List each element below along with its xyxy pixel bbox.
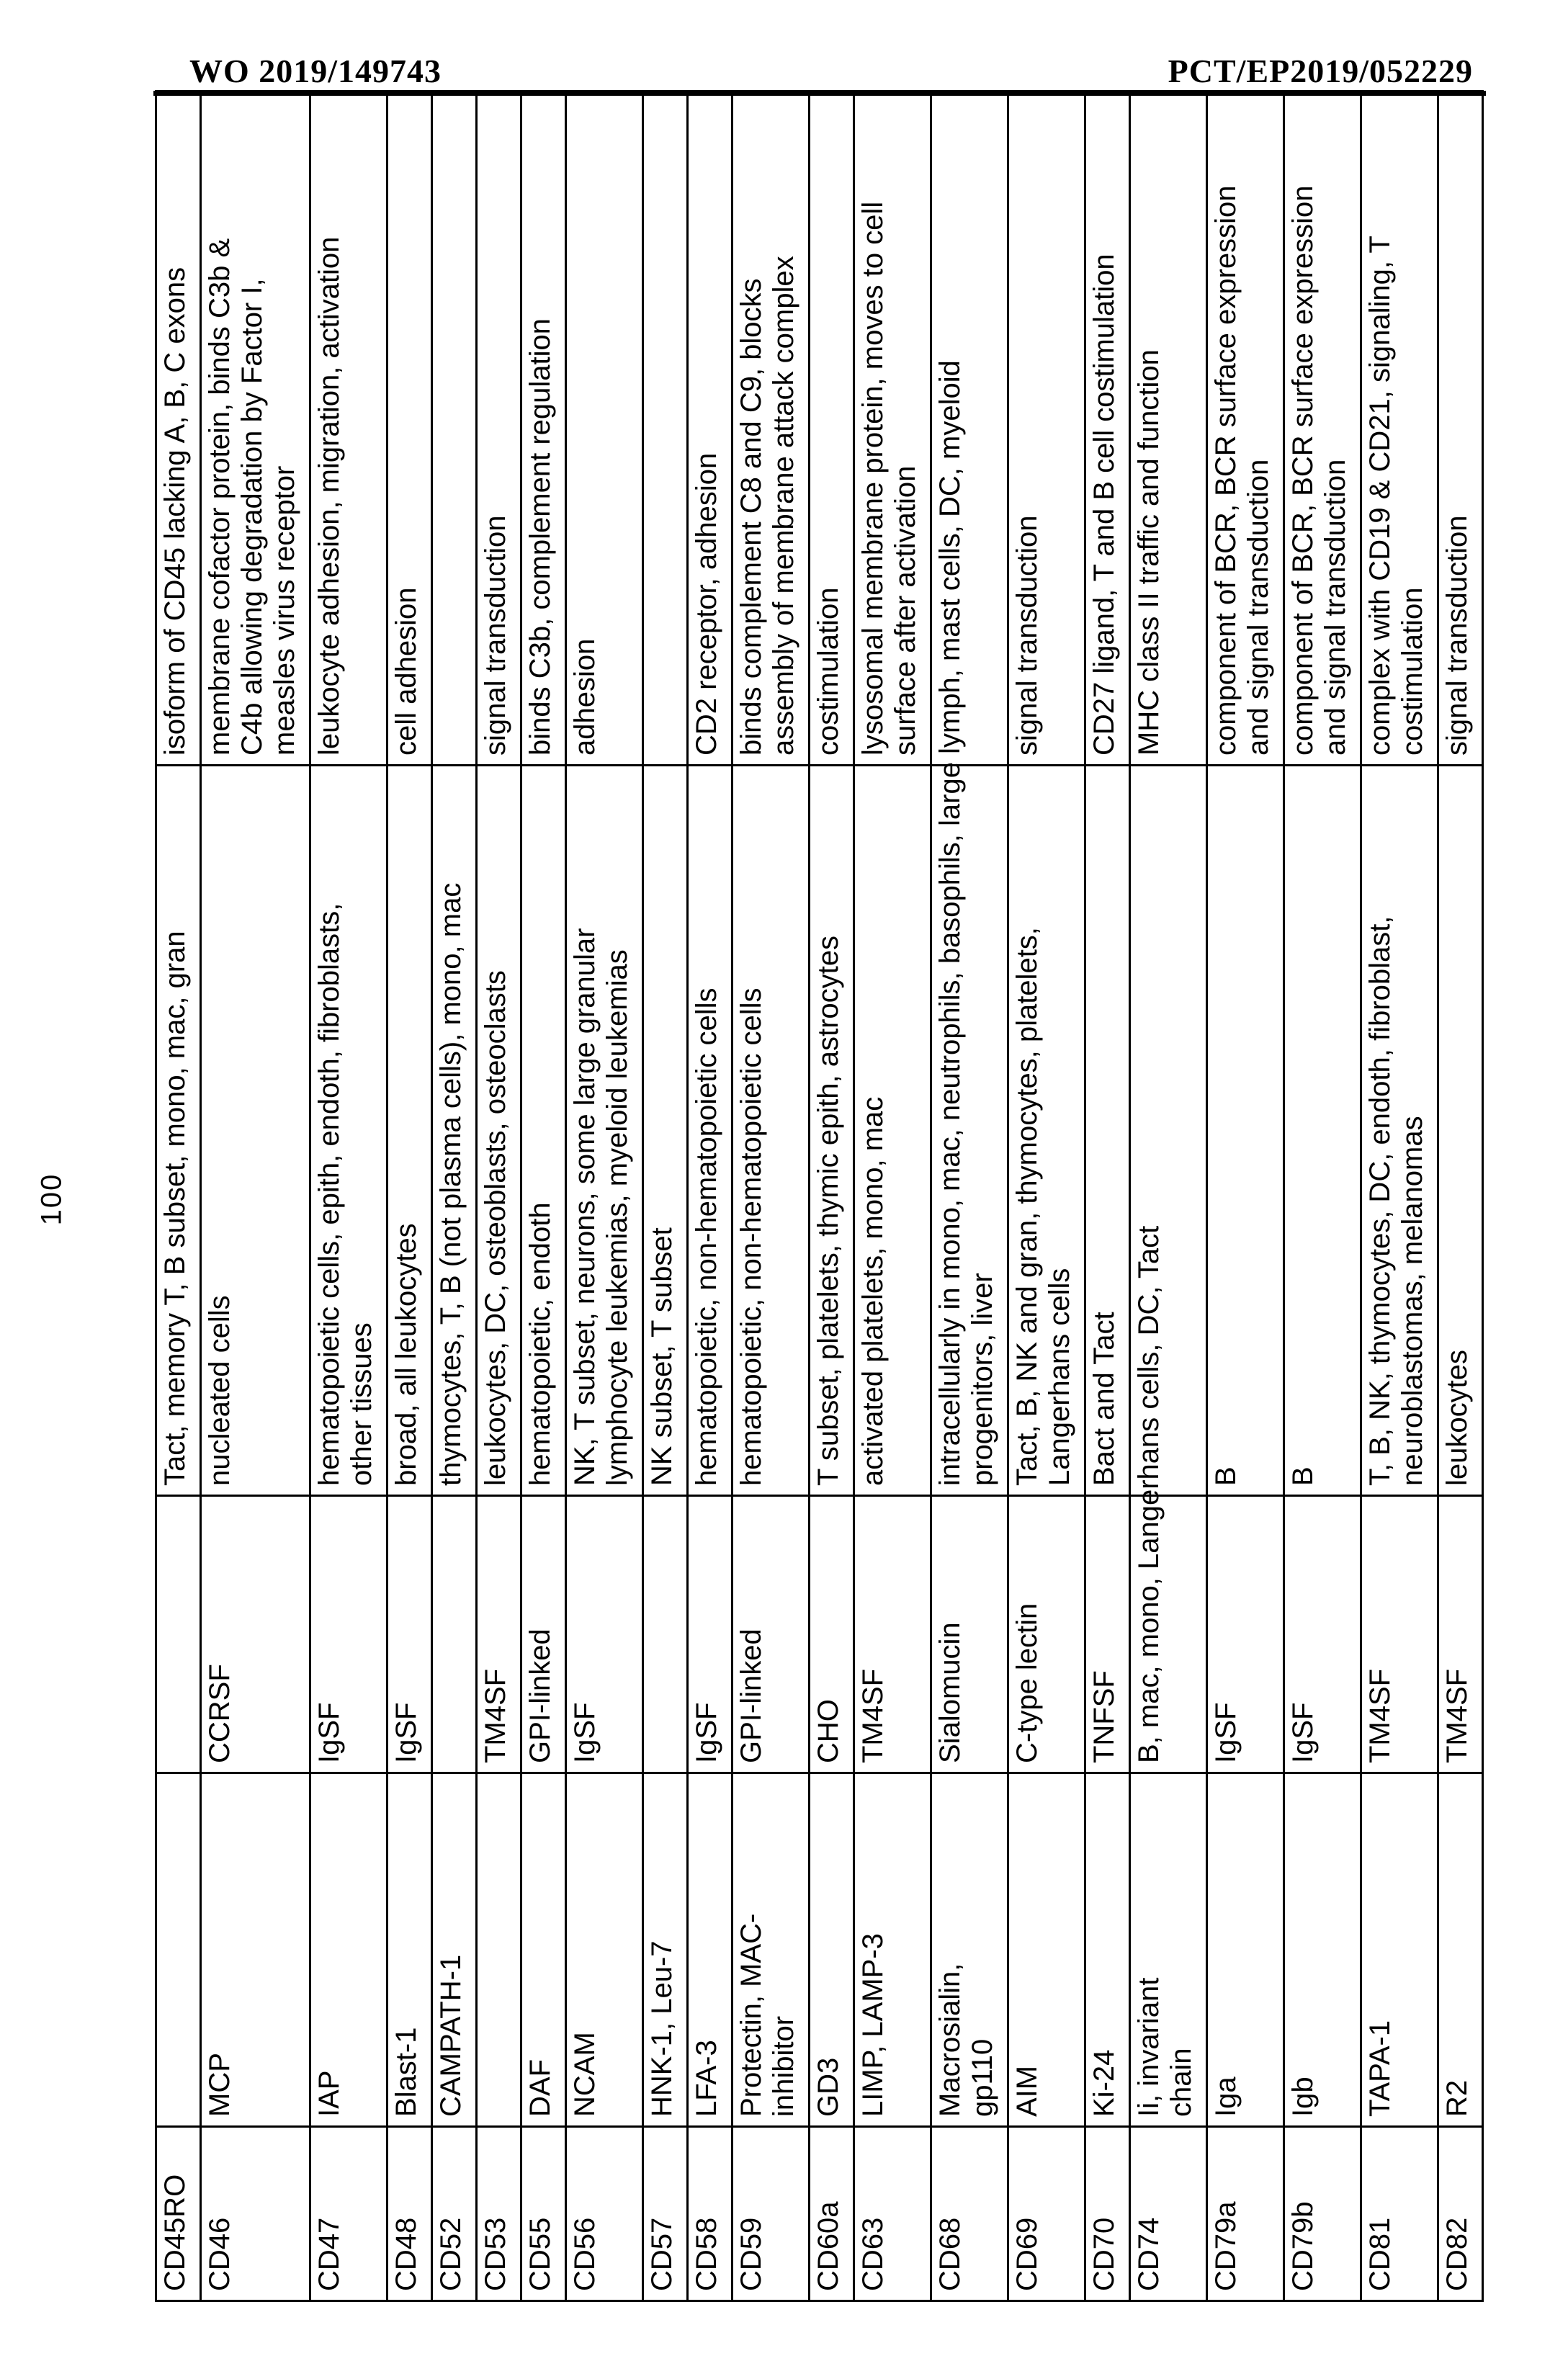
other-names-cell-text: Igb bbox=[1287, 2076, 1319, 2117]
expression-cell bbox=[521, 766, 566, 1496]
other-names-cell bbox=[1085, 1773, 1130, 2127]
function-cell bbox=[643, 91, 688, 766]
expression-cell-text: intracellularly in mono, mac, neutrophils, basophils, large lymph, mast cells, DC, myeloid progenitors, liver bbox=[934, 360, 998, 1486]
expression-cell-text: hematopoietic, non-hematopoietic cells bbox=[735, 987, 767, 1486]
cd-name-cell-text: CD45RO bbox=[159, 2174, 191, 2291]
function-cell bbox=[1361, 91, 1438, 766]
expression-cell bbox=[477, 766, 521, 1496]
other-names-cell-text: NCAM bbox=[569, 2032, 601, 2117]
cd-name-cell bbox=[477, 2127, 521, 2301]
rotated-table-container bbox=[155, 92, 1486, 2302]
other-names-cell-text: CAMPATH-1 bbox=[435, 1954, 467, 2117]
table-row bbox=[1085, 91, 1130, 2301]
other-names-cell-text: IAP bbox=[313, 2070, 345, 2117]
table-row bbox=[201, 91, 310, 2301]
expression-cell-text: thymocytes, T, B (not plasma cells), mono, mac bbox=[435, 882, 467, 1486]
expression-cell bbox=[931, 360, 1008, 1496]
expression-cell-text: leukocytes, DC, osteoblasts, osteoclasts bbox=[480, 970, 511, 1486]
expression-cell-text: T subset, platelets, thymic epith, astrocytes bbox=[812, 935, 844, 1486]
cd-name-cell bbox=[1361, 2127, 1438, 2301]
expression-cell bbox=[854, 766, 931, 1496]
other-names-cell bbox=[1008, 1773, 1085, 2127]
function-cell-text: lysosomal membrane protein, moves to cell surface after activation bbox=[857, 201, 921, 756]
table-row bbox=[521, 91, 566, 2301]
function-cell bbox=[310, 91, 387, 766]
cd-name-cell bbox=[387, 2127, 432, 2301]
function-cell-text: costimulation bbox=[812, 587, 844, 756]
family-cell bbox=[1438, 1496, 1483, 1773]
cd-name-cell bbox=[854, 2127, 931, 2301]
expression-cell bbox=[643, 766, 688, 1496]
expression-cell-text: NK subset, T subset bbox=[646, 1227, 678, 1486]
function-cell-text: MHC class II traffic and function bbox=[1133, 349, 1165, 756]
expression-cell bbox=[733, 766, 810, 1496]
family-cell bbox=[566, 1496, 643, 1773]
header-application-number: PCT/EP2019/052229 bbox=[1168, 53, 1473, 89]
expression-cell bbox=[1438, 766, 1483, 1496]
cd-name-cell-text: CD74 bbox=[1133, 2217, 1165, 2291]
function-cell bbox=[1008, 91, 1085, 766]
table-row bbox=[387, 91, 432, 2301]
family-cell-text: IgSF bbox=[569, 1702, 601, 1763]
table-row bbox=[1438, 91, 1483, 2301]
function-cell-text: membrane cofactor protein, binds C3b & C4b allowing degradation by Factor I, measles virus receptor bbox=[204, 238, 300, 756]
family-cell bbox=[1361, 1496, 1438, 1773]
function-cell-text: signal transduction bbox=[1011, 515, 1043, 756]
table-row bbox=[643, 91, 688, 2301]
other-names-cell bbox=[521, 1773, 566, 2127]
function-cell bbox=[201, 91, 310, 766]
other-names-cell-text: Ki-24 bbox=[1088, 2049, 1120, 2117]
family-cell bbox=[201, 1496, 310, 1773]
other-names-cell bbox=[1361, 1773, 1438, 2127]
function-cell bbox=[156, 91, 201, 766]
table-row bbox=[1361, 91, 1438, 2301]
other-names-cell-text: DAF bbox=[524, 2059, 556, 2117]
family-cell bbox=[310, 1496, 387, 1773]
page-number: 100 bbox=[35, 1173, 68, 1226]
function-cell-text: leukocyte adhesion, migration, activation bbox=[313, 236, 345, 756]
expression-cell-text: B bbox=[1287, 1466, 1319, 1486]
family-cell-text: GPI-linked bbox=[735, 1628, 767, 1763]
function-cell-text: component of BCR, BCR surface expression and signal transduction bbox=[1210, 185, 1274, 756]
cd-name-cell bbox=[643, 2127, 688, 2301]
function-cell-text: complex with CD19 & CD21, signaling, T costimulation bbox=[1364, 236, 1428, 756]
function-cell bbox=[733, 91, 810, 766]
function-cell-text: binds complement C8 and C9, blocks assembly of membrane attack complex bbox=[735, 256, 799, 756]
function-cell-text: cell adhesion bbox=[390, 587, 422, 756]
function-cell-text: binds C3b, complement regulation bbox=[524, 318, 556, 756]
expression-cell-text: Tact, B, NK and gran, thymocytes, platelets, Langerhans cells bbox=[1011, 927, 1075, 1486]
expression-cell bbox=[1085, 766, 1130, 1496]
other-names-cell bbox=[810, 1773, 854, 2127]
family-cell-text: IgSF bbox=[313, 1702, 345, 1763]
expression-cell-text: broad, all leukocytes bbox=[390, 1223, 422, 1486]
other-names-cell-text: Ii, invariant chain bbox=[1133, 1977, 1197, 2117]
expression-cell-text: nucleated cells bbox=[204, 1295, 236, 1486]
cd-name-cell bbox=[1008, 2127, 1085, 2301]
expression-cell-text: T, B, NK, thymocytes, DC, endoth, fibroblast, neuroblastomas, melanomas bbox=[1364, 915, 1428, 1486]
cd-name-cell bbox=[931, 2127, 1008, 2301]
expression-cell bbox=[1284, 766, 1361, 1496]
table-row bbox=[310, 91, 387, 2301]
cd-name-cell bbox=[156, 2127, 201, 2301]
expression-cell bbox=[1361, 766, 1438, 1496]
cd-name-cell-text: CD48 bbox=[390, 2217, 422, 2291]
other-names-cell-text: AIM bbox=[1011, 2065, 1043, 2117]
expression-cell bbox=[1207, 766, 1284, 1496]
cd-name-cell bbox=[810, 2127, 854, 2301]
other-names-cell-text: HNK-1, Leu-7 bbox=[646, 1940, 678, 2117]
cd-name-cell bbox=[1438, 2127, 1483, 2301]
family-cell-text: TNFSF bbox=[1088, 1670, 1120, 1763]
family-cell bbox=[810, 1496, 854, 1773]
function-cell-text: isoform of CD45 lacking A, B, C exons bbox=[159, 266, 191, 756]
cd-name-cell-text: CD59 bbox=[735, 2217, 767, 2291]
family-cell-text: IgSF bbox=[1210, 1702, 1242, 1763]
other-names-cell bbox=[1284, 1773, 1361, 2127]
family-cell bbox=[733, 1496, 810, 1773]
other-names-cell-text: TAPA-1 bbox=[1364, 2020, 1396, 2117]
cd-name-cell bbox=[688, 2127, 733, 2301]
other-names-cell bbox=[566, 1773, 643, 2127]
table-row bbox=[733, 91, 810, 2301]
family-cell-text: IgSF bbox=[390, 1702, 422, 1763]
other-names-cell bbox=[1438, 1773, 1483, 2127]
other-names-cell bbox=[310, 1773, 387, 2127]
family-cell bbox=[931, 1496, 1008, 1773]
cd-name-cell-text: CD63 bbox=[857, 2217, 889, 2291]
family-cell bbox=[854, 1496, 931, 1773]
expression-cell bbox=[688, 766, 733, 1496]
function-cell bbox=[1085, 91, 1130, 766]
expression-cell bbox=[810, 766, 854, 1496]
expression-cell bbox=[310, 766, 387, 1496]
function-cell bbox=[1284, 91, 1361, 766]
other-names-cell bbox=[432, 1773, 477, 2127]
other-names-cell bbox=[477, 1773, 521, 2127]
function-cell-text: CD2 receptor, adhesion bbox=[691, 452, 722, 756]
expression-cell-text: Tact, memory T, B subset, mono, mac, gran bbox=[159, 931, 191, 1486]
function-cell bbox=[1130, 91, 1207, 766]
family-cell-text: IgSF bbox=[1287, 1702, 1319, 1763]
expression-cell bbox=[1008, 766, 1085, 1496]
family-cell bbox=[156, 1496, 201, 1773]
table-row bbox=[1284, 91, 1361, 2301]
family-cell-text: GPI-linked bbox=[524, 1628, 556, 1763]
family-cell bbox=[521, 1496, 566, 1773]
cd-name-cell-text: CD81 bbox=[1364, 2217, 1396, 2291]
table-row bbox=[1207, 91, 1284, 2301]
family-cell bbox=[1008, 1496, 1085, 1773]
family-cell-text: CHO bbox=[812, 1699, 844, 1763]
other-names-cell-text: Macrosialin, gp110 bbox=[934, 1963, 998, 2117]
family-cell bbox=[1207, 1496, 1284, 1773]
other-names-cell bbox=[688, 1773, 733, 2127]
family-cell bbox=[1130, 1225, 1207, 1773]
family-cell-text: TM4SF bbox=[857, 1668, 889, 1763]
cd-name-cell-text: CD53 bbox=[480, 2217, 511, 2291]
other-names-cell-text: LIMP, LAMP-3 bbox=[857, 1933, 889, 2117]
function-cell-text: CD27 ligand, T and B cell costimulation bbox=[1088, 254, 1120, 756]
other-names-cell bbox=[1130, 1773, 1207, 2127]
expression-cell-text: leukocytes bbox=[1441, 1350, 1473, 1486]
cd-name-cell bbox=[1207, 2127, 1284, 2301]
table-row bbox=[1008, 91, 1085, 2301]
cd-name-cell bbox=[1085, 2127, 1130, 2301]
other-names-cell-text: Protectin, MAC- inhibitor bbox=[735, 1913, 799, 2117]
expression-cell-text: activated platelets, mono, mac bbox=[857, 1096, 889, 1486]
other-names-cell bbox=[854, 1773, 931, 2127]
table-row bbox=[810, 91, 854, 2301]
table-row bbox=[688, 91, 733, 2301]
family-cell-text: TM4SF bbox=[1441, 1668, 1473, 1763]
cd-name-cell bbox=[733, 2127, 810, 2301]
other-names-cell bbox=[643, 1773, 688, 2127]
table-row bbox=[854, 91, 931, 2301]
other-names-cell-text: MCP bbox=[204, 2053, 236, 2117]
family-cell bbox=[387, 1496, 432, 1773]
cd-name-cell bbox=[521, 2127, 566, 2301]
expression-cell-text: B bbox=[1210, 1466, 1242, 1486]
header-publication-number: WO 2019/149743 bbox=[189, 53, 442, 89]
function-cell bbox=[1438, 91, 1483, 766]
other-names-cell bbox=[156, 1773, 201, 2127]
other-names-cell-text: Iga bbox=[1210, 2076, 1242, 2117]
table-row bbox=[931, 91, 1008, 2301]
function-cell-text: adhesion bbox=[569, 638, 601, 756]
other-names-cell-text: R2 bbox=[1441, 2079, 1473, 2117]
cd-name-cell-text: CD58 bbox=[691, 2217, 722, 2291]
family-cell-text: CCRSF bbox=[204, 1664, 236, 1763]
cd-name-cell-text: CD55 bbox=[524, 2217, 556, 2291]
cd-name-cell-text: CD57 bbox=[646, 2217, 678, 2291]
cd-antigen-table bbox=[155, 90, 1484, 2302]
function-cell bbox=[854, 91, 931, 766]
function-cell bbox=[566, 91, 643, 766]
family-cell bbox=[1284, 1496, 1361, 1773]
other-names-cell-text: LFA-3 bbox=[691, 2040, 722, 2117]
family-cell-text: TM4SF bbox=[480, 1668, 511, 1763]
expression-cell bbox=[432, 766, 477, 1496]
cd-name-cell-text: CD56 bbox=[569, 2217, 601, 2291]
other-names-cell bbox=[733, 1773, 810, 2127]
expression-cell bbox=[566, 766, 643, 1496]
function-cell-text: signal transduction bbox=[480, 515, 511, 756]
family-cell-text: TM4SF bbox=[1364, 1668, 1396, 1763]
other-names-cell bbox=[387, 1773, 432, 2127]
family-cell bbox=[432, 1496, 477, 1773]
cd-name-cell bbox=[432, 2127, 477, 2301]
table-row bbox=[432, 91, 477, 2301]
family-cell-text: Sialomucin bbox=[934, 1622, 966, 1763]
other-names-cell-text: Blast-1 bbox=[390, 2027, 422, 2117]
expression-cell-text: hematopoietic cells, epith, endoth, fibroblasts, other tissues bbox=[313, 902, 377, 1486]
other-names-cell bbox=[1207, 1773, 1284, 2127]
cd-name-cell bbox=[1130, 2127, 1207, 2301]
cd-name-cell-text: CD46 bbox=[204, 2217, 236, 2291]
function-cell bbox=[387, 91, 432, 766]
function-cell bbox=[521, 91, 566, 766]
cd-name-cell-text: CD70 bbox=[1088, 2217, 1120, 2291]
cd-name-cell-text: CD47 bbox=[313, 2217, 345, 2291]
cd-name-cell-text: CD82 bbox=[1441, 2217, 1473, 2291]
function-cell-text: signal transduction bbox=[1441, 515, 1473, 756]
function-cell bbox=[688, 91, 733, 766]
table-row bbox=[156, 91, 201, 2301]
cd-name-cell bbox=[1284, 2127, 1361, 2301]
table-row bbox=[1130, 91, 1207, 2301]
expression-cell-text: hematopoietic, non-hematopoietic cells bbox=[691, 987, 722, 1486]
cd-name-cell-text: CD68 bbox=[934, 2217, 966, 2291]
family-cell bbox=[1085, 1496, 1130, 1773]
expression-cell bbox=[156, 766, 201, 1496]
expression-cell-text: NK, T subset, neurons, some large granular lymphocyte leukemias, myeloid leukemias bbox=[569, 928, 633, 1486]
function-cell bbox=[1207, 91, 1284, 766]
family-cell-text: IgSF bbox=[691, 1702, 722, 1763]
cd-table-body bbox=[156, 91, 1483, 2301]
cd-name-cell bbox=[566, 2127, 643, 2301]
cd-name-cell-text: CD69 bbox=[1011, 2217, 1043, 2291]
other-names-cell-text: GD3 bbox=[812, 2057, 844, 2117]
cd-name-cell-text: CD79b bbox=[1287, 2201, 1319, 2291]
function-cell bbox=[432, 91, 477, 766]
family-cell bbox=[643, 1496, 688, 1773]
function-cell bbox=[810, 91, 854, 766]
cd-name-cell bbox=[310, 2127, 387, 2301]
family-cell bbox=[477, 1496, 521, 1773]
other-names-cell bbox=[201, 1773, 310, 2127]
cd-name-cell-text: CD52 bbox=[435, 2217, 467, 2291]
other-names-cell bbox=[931, 1773, 1008, 2127]
cd-name-cell-text: CD79a bbox=[1210, 2201, 1242, 2291]
function-cell bbox=[477, 91, 521, 766]
table-row bbox=[566, 91, 643, 2301]
cd-name-cell bbox=[201, 2127, 310, 2301]
table-row bbox=[477, 91, 521, 2301]
family-cell-text: C-type lectin bbox=[1011, 1603, 1043, 1763]
expression-cell bbox=[387, 766, 432, 1496]
family-cell-text: B, mac, mono, Langerhans cells, DC, Tact bbox=[1133, 1225, 1165, 1763]
expression-cell bbox=[201, 766, 310, 1496]
function-cell-text: component of BCR, BCR surface expression and signal transduction bbox=[1287, 185, 1351, 756]
expression-cell-text: Bact and Tact bbox=[1088, 1312, 1120, 1486]
expression-cell-text: hematopoietic, endoth bbox=[524, 1202, 556, 1486]
cd-name-cell-text: CD60a bbox=[812, 2201, 844, 2291]
family-cell bbox=[688, 1496, 733, 1773]
